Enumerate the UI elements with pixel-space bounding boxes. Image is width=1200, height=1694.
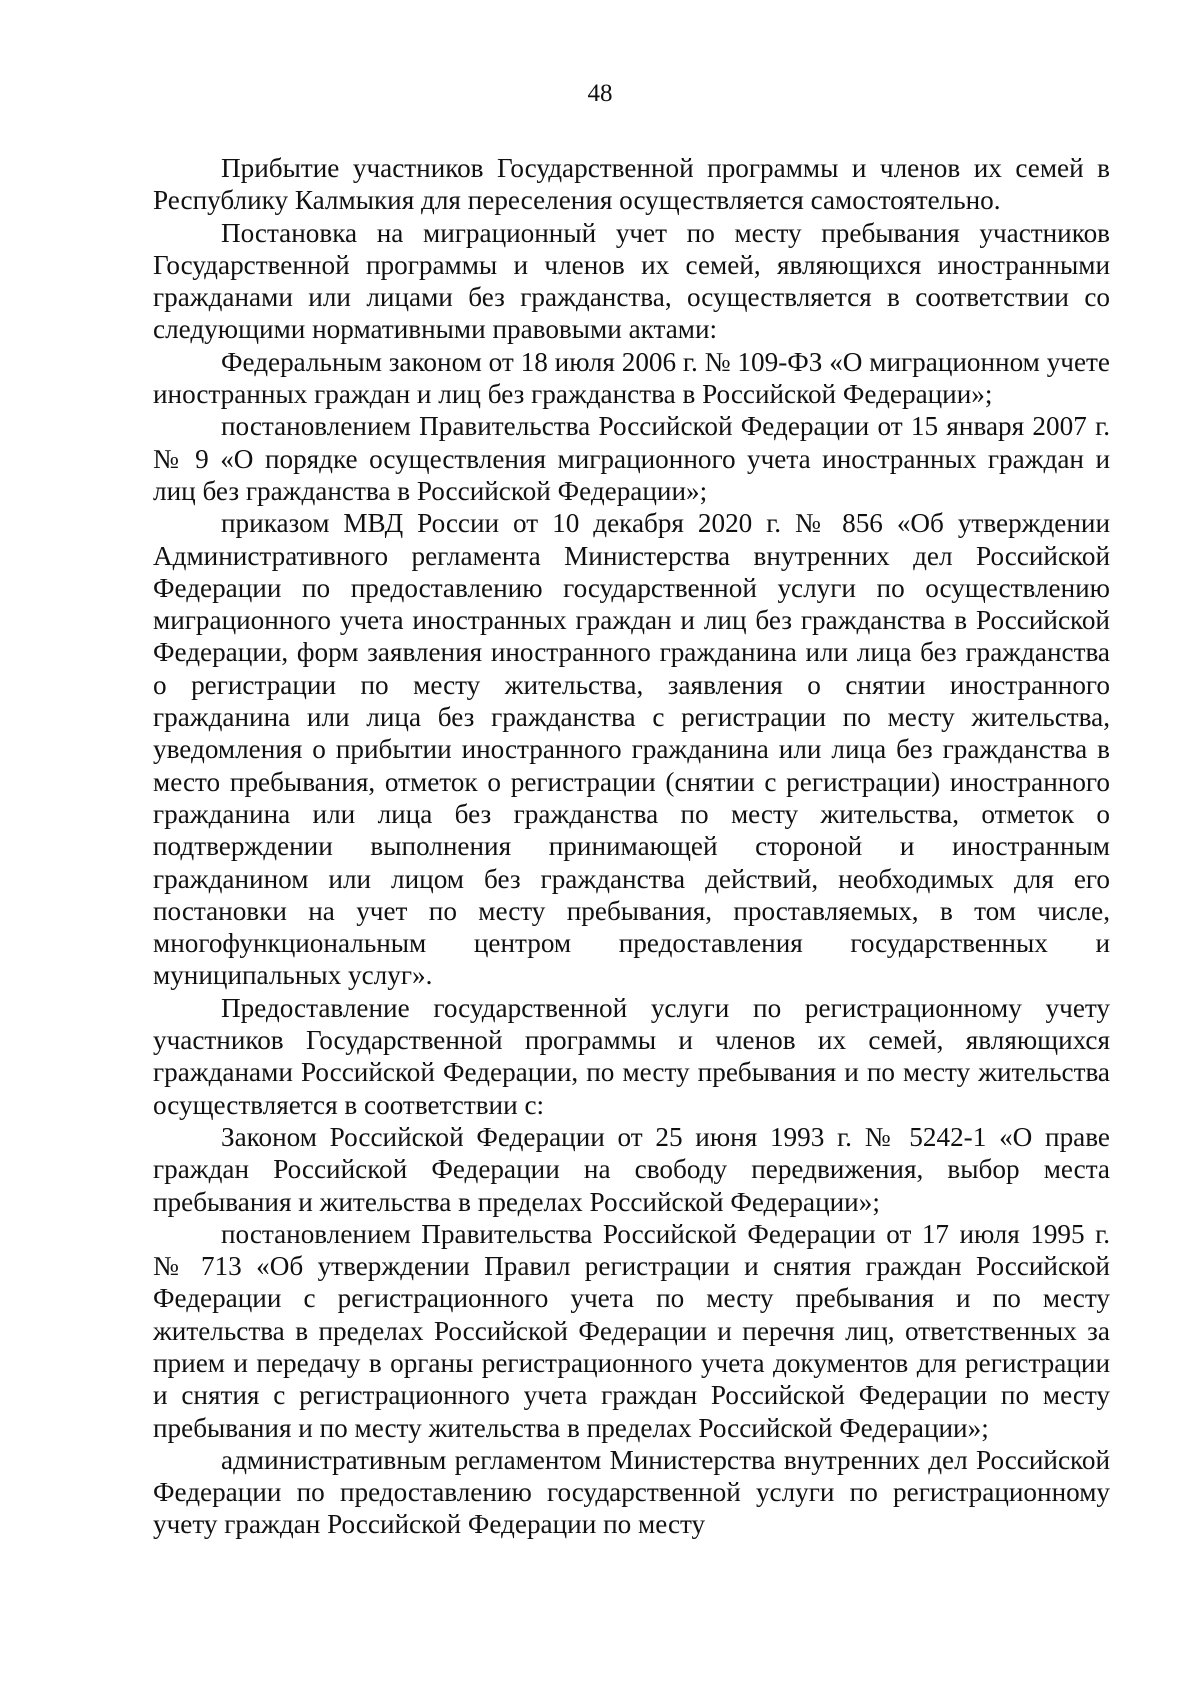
paragraph-registration-service: Предоставление государственной услуги по регистрационному учету участников Государственной программы и членов их семей, являющихся гражданами Российской Федерации, по месту пребывания и по месту жительства осуществляется в соответствии с: [153, 992, 1110, 1120]
document-body [153, 152, 1110, 1541]
paragraph-government-decree-9: постановлением Правительства Российской Федерации от 15 января 2007 г. № 9 «О порядке осуществления миграционного учета иностранных граждан и лиц без гражданства в Российской Федерации»; [153, 411, 1110, 506]
paragraph-administrative-regulation: административным регламентом Министерства внутренних дел Российской Федерации по предоставлению государственной услуги по регистрационному учету граждан Российской Федерации по месту [153, 1444, 1110, 1540]
paragraph-migration-registration: Постановка на миграционный учет по месту пребывания участников Государственной программы и членов их семей, являющихся иностранными гражданами или лицами без гражданства, осуществляется в соответствии со следующими нормативными правовыми актами: [153, 217, 1110, 345]
page-number: 48 [587, 80, 613, 107]
paragraph-government-decree-713: постановлением Правительства Российской Федерации от 17 июля 1995 г. № 713 «Об утверждении Правил регистрации и снятия граждан Российской Федерации с регистрационного учета по месту пребывания и по месту жительства в пределах Российской Федерации и перечня лиц, ответственных за прием и передачу в органы регистрационного учета документов для регистрации и снятия с регистрационного учета граждан Российской Федерации по месту пребывания и по месту жительства в пределах Российской Федерации»; [153, 1218, 1110, 1443]
paragraph-mvd-order-856: приказом МВД России от 10 декабря 2020 г. № 856 «Об утверждении Административного регламента Министерства внутренних дел Российской Федерации по предоставлению государственной услуги по осуществлению миграционного учета иностранных граждан и лиц без гражданства в Российской Федерации, форм заявления иностранного гражданина или лица без гражданства о регистрации по месту жительства, заявления о снятии иностранного гражданина или лица без гражданства с регистрации по месту жительства, уведомления о прибытии иностранного гражданина или лица без гражданства в место пребывания, отметок о регистрации (снятии с регистрации) иностранного гражданина или лица без гражданства по месту жительства, отметок о подтверждении выполнения принимающей стороной и иностранным гражданином или лицом без гражданства действий, необходимых для его постановки на учет по месту пребывания, проставляемых, в том числе, многофункциональным центром предоставления государственных и муниципальных услуг». [153, 508, 1110, 991]
paragraph-federal-law-109: Федеральным законом от 18 июля 2006 г. № 109-ФЗ «О миграционном учете иностранных граждан и лиц без гражданства в Российской Федерации»; [153, 346, 1110, 410]
paragraph-arrival: Прибытие участников Государственной программы и членов их семей в Республику Калмыкия для переселения осуществляется самостоятельно. [153, 153, 1110, 216]
paragraph-law-5242-1: Законом Российской Федерации от 25 июня 1993 г. № 5242-1 «О праве граждан Российской Федерации на свободу передвижения, выбор места пребывания и жительства в пределах Российской Федерации»; [153, 1121, 1110, 1217]
